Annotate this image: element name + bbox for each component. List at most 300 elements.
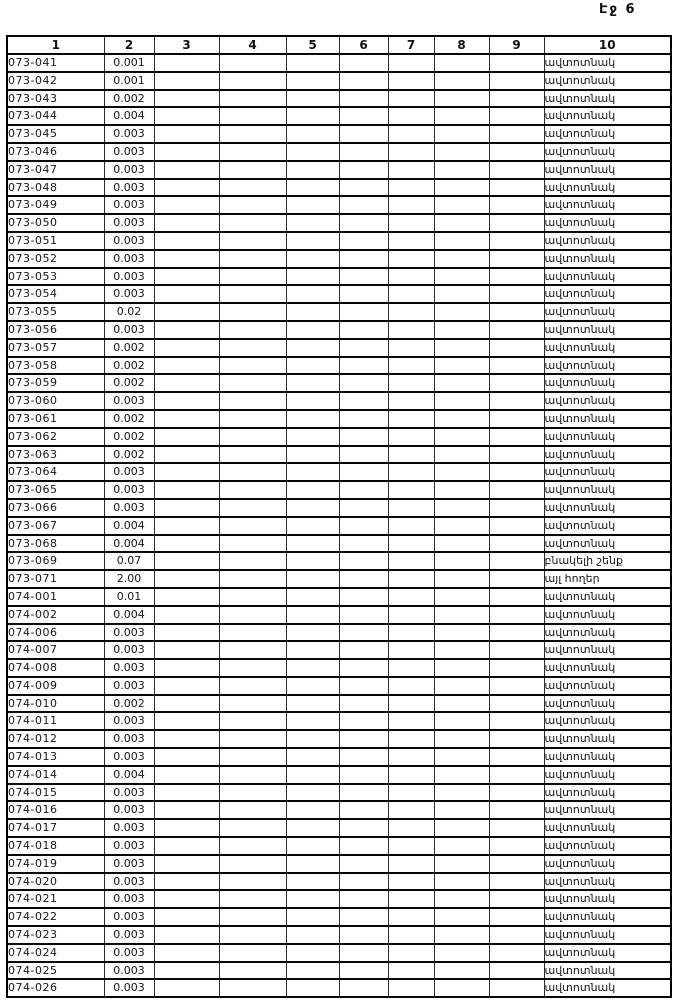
cell-area-value: 0.003	[104, 321, 154, 339]
cell-empty	[339, 641, 388, 659]
cell-parcel-code: 074-015	[7, 784, 104, 802]
cell-land-use: բնակելի շենք	[544, 552, 671, 570]
cell-land-use: ավտոտնակ	[544, 196, 671, 214]
cell-land-use: ավտոտնակ	[544, 303, 671, 321]
cell-area-value: 0.003	[104, 659, 154, 677]
table-row	[7, 54, 671, 72]
cell-land-use: ավտոտնակ	[544, 463, 671, 481]
cell-parcel-code: 073-067	[7, 517, 104, 535]
cell-empty	[286, 410, 339, 428]
cell-area-value: 0.02	[104, 303, 154, 321]
cell-empty	[154, 303, 219, 321]
table-row	[7, 552, 671, 570]
cell-empty	[434, 428, 489, 446]
cell-parcel-code: 074-010	[7, 695, 104, 713]
cell-empty	[388, 695, 434, 713]
cell-empty	[339, 285, 388, 303]
cell-land-use: ավտոտնակ	[544, 712, 671, 730]
cell-empty	[388, 517, 434, 535]
cell-empty	[339, 143, 388, 161]
cell-empty	[489, 801, 544, 819]
cell-empty	[219, 143, 286, 161]
cell-empty	[219, 748, 286, 766]
cell-land-use: ավտոտնակ	[544, 374, 671, 392]
cell-empty	[219, 410, 286, 428]
table-row	[7, 677, 671, 695]
cell-empty	[286, 357, 339, 375]
cell-empty	[154, 54, 219, 72]
cell-empty	[154, 72, 219, 90]
cell-empty	[489, 748, 544, 766]
table-row	[7, 908, 671, 926]
cell-empty	[388, 446, 434, 464]
cell-empty	[339, 161, 388, 179]
cell-empty	[339, 908, 388, 926]
cell-empty	[154, 624, 219, 642]
cell-area-value: 0.004	[104, 606, 154, 624]
table-row	[7, 285, 671, 303]
table-row	[7, 766, 671, 784]
cell-land-use: ավտոտնակ	[544, 695, 671, 713]
cell-empty	[339, 962, 388, 980]
cell-empty	[434, 143, 489, 161]
cell-empty	[489, 125, 544, 143]
cell-land-use: ավտոտնակ	[544, 125, 671, 143]
cell-area-value: 0.002	[104, 428, 154, 446]
cell-empty	[219, 730, 286, 748]
cell-land-use: ավտոտնակ	[544, 908, 671, 926]
cell-empty	[339, 107, 388, 125]
cell-empty	[219, 54, 286, 72]
cell-empty	[489, 143, 544, 161]
cell-empty	[489, 588, 544, 606]
cell-empty	[339, 499, 388, 517]
cell-empty	[154, 944, 219, 962]
cell-parcel-code: 074-001	[7, 588, 104, 606]
cell-empty	[154, 214, 219, 232]
cell-empty	[434, 374, 489, 392]
cell-empty	[388, 214, 434, 232]
cell-land-use: ավտոտնակ	[544, 357, 671, 375]
cell-empty	[339, 855, 388, 873]
cell-land-use: ավտոտնակ	[544, 392, 671, 410]
cell-empty	[154, 695, 219, 713]
cell-empty	[154, 161, 219, 179]
table-row	[7, 196, 671, 214]
cell-empty	[388, 606, 434, 624]
cell-land-use: ավտոտնակ	[544, 54, 671, 72]
cell-parcel-code: 074-008	[7, 659, 104, 677]
cell-empty	[434, 659, 489, 677]
cell-empty	[219, 321, 286, 339]
table-row	[7, 392, 671, 410]
cell-empty	[286, 979, 339, 997]
cell-empty	[154, 908, 219, 926]
cell-empty	[339, 428, 388, 446]
cell-land-use: ավտոտնակ	[544, 659, 671, 677]
cell-empty	[434, 214, 489, 232]
cell-empty	[219, 481, 286, 499]
cell-empty	[388, 143, 434, 161]
cell-empty	[388, 624, 434, 642]
cell-empty	[388, 196, 434, 214]
cell-empty	[434, 873, 489, 891]
cell-empty	[286, 606, 339, 624]
cell-empty	[434, 179, 489, 197]
table-row	[7, 535, 671, 553]
cell-area-value: 0.001	[104, 72, 154, 90]
cell-empty	[339, 552, 388, 570]
cell-empty	[339, 748, 388, 766]
cell-land-use: ավտոտնակ	[544, 748, 671, 766]
cell-empty	[219, 677, 286, 695]
cell-empty	[154, 873, 219, 891]
cell-empty	[388, 659, 434, 677]
cell-empty	[219, 873, 286, 891]
cell-area-value: 0.003	[104, 624, 154, 642]
cell-parcel-code: 073-043	[7, 90, 104, 108]
cell-parcel-code: 074-013	[7, 748, 104, 766]
cell-empty	[219, 517, 286, 535]
cell-area-value: 0.004	[104, 766, 154, 784]
cell-area-value: 0.003	[104, 801, 154, 819]
cell-empty	[219, 695, 286, 713]
cell-area-value: 0.002	[104, 339, 154, 357]
table-header-row	[7, 36, 671, 54]
table-row	[7, 784, 671, 802]
cell-empty	[339, 463, 388, 481]
cell-empty	[219, 819, 286, 837]
cell-empty	[388, 374, 434, 392]
cell-land-use: ավտոտնակ	[544, 784, 671, 802]
cell-empty	[434, 268, 489, 286]
cell-empty	[286, 570, 339, 588]
cell-empty	[154, 748, 219, 766]
cell-empty	[219, 784, 286, 802]
table-row	[7, 250, 671, 268]
column-header: 8	[434, 36, 489, 54]
cell-area-value: 0.003	[104, 268, 154, 286]
cell-parcel-code: 073-061	[7, 410, 104, 428]
cell-empty	[286, 285, 339, 303]
cell-empty	[219, 161, 286, 179]
cell-empty	[388, 107, 434, 125]
table-row	[7, 72, 671, 90]
cell-empty	[388, 801, 434, 819]
cell-area-value: 0.003	[104, 730, 154, 748]
cell-land-use: ավտոտնակ	[544, 339, 671, 357]
cell-empty	[489, 570, 544, 588]
cell-empty	[286, 428, 339, 446]
cell-parcel-code: 073-065	[7, 481, 104, 499]
cell-empty	[154, 962, 219, 980]
cell-empty	[434, 588, 489, 606]
cell-empty	[154, 766, 219, 784]
cell-empty	[434, 250, 489, 268]
cell-empty	[434, 944, 489, 962]
cell-empty	[388, 481, 434, 499]
cell-land-use: ավտոտնակ	[544, 143, 671, 161]
cell-empty	[388, 837, 434, 855]
cell-empty	[489, 232, 544, 250]
cell-empty	[154, 659, 219, 677]
cell-parcel-code: 074-026	[7, 979, 104, 997]
cell-empty	[286, 784, 339, 802]
cell-empty	[219, 72, 286, 90]
cell-empty	[388, 428, 434, 446]
cell-land-use: ավտոտնակ	[544, 214, 671, 232]
cell-empty	[489, 446, 544, 464]
cell-area-value: 0.003	[104, 285, 154, 303]
cell-empty	[339, 873, 388, 891]
cell-empty	[219, 90, 286, 108]
cell-area-value: 0.07	[104, 552, 154, 570]
cell-empty	[219, 303, 286, 321]
cell-empty	[434, 695, 489, 713]
cell-empty	[489, 374, 544, 392]
cell-empty	[219, 837, 286, 855]
cell-empty	[489, 428, 544, 446]
cell-empty	[388, 303, 434, 321]
cell-empty	[388, 72, 434, 90]
cell-parcel-code: 074-006	[7, 624, 104, 642]
cell-land-use: ավտոտնակ	[544, 285, 671, 303]
cell-empty	[388, 250, 434, 268]
cell-land-use: ավտոտնակ	[544, 107, 671, 125]
table-row	[7, 143, 671, 161]
table-row	[7, 107, 671, 125]
cell-empty	[286, 855, 339, 873]
cell-empty	[219, 463, 286, 481]
cell-empty	[434, 232, 489, 250]
cell-empty	[154, 819, 219, 837]
cell-empty	[219, 250, 286, 268]
cell-empty	[388, 962, 434, 980]
cell-parcel-code: 073-071	[7, 570, 104, 588]
cell-empty	[219, 588, 286, 606]
cell-land-use: ավտոտնակ	[544, 766, 671, 784]
cell-empty	[219, 499, 286, 517]
table-row	[7, 979, 671, 997]
table-row	[7, 588, 671, 606]
cell-empty	[286, 712, 339, 730]
cell-land-use: ավտոտնակ	[544, 250, 671, 268]
cell-empty	[388, 179, 434, 197]
table-row	[7, 232, 671, 250]
table-row	[7, 890, 671, 908]
cell-empty	[434, 196, 489, 214]
column-header: 3	[154, 36, 219, 54]
cell-empty	[489, 677, 544, 695]
cell-empty	[286, 232, 339, 250]
cell-empty	[434, 962, 489, 980]
cell-area-value: 0.003	[104, 196, 154, 214]
cell-empty	[286, 339, 339, 357]
cell-empty	[489, 784, 544, 802]
cell-empty	[339, 819, 388, 837]
cell-empty	[388, 392, 434, 410]
cell-land-use: ավտոտնակ	[544, 606, 671, 624]
table-row	[7, 730, 671, 748]
cell-empty	[434, 72, 489, 90]
cell-empty	[219, 766, 286, 784]
cell-area-value: 0.003	[104, 837, 154, 855]
cell-parcel-code: 073-059	[7, 374, 104, 392]
table-row	[7, 374, 671, 392]
cell-area-value: 0.002	[104, 695, 154, 713]
cell-area-value: 0.003	[104, 641, 154, 659]
cell-parcel-code: 073-055	[7, 303, 104, 321]
cell-area-value: 0.002	[104, 90, 154, 108]
cell-empty	[434, 641, 489, 659]
cell-empty	[154, 535, 219, 553]
cell-empty	[489, 624, 544, 642]
cell-land-use: ավտոտնակ	[544, 979, 671, 997]
cell-empty	[286, 801, 339, 819]
table-row	[7, 855, 671, 873]
cell-empty	[434, 321, 489, 339]
cell-empty	[489, 268, 544, 286]
cell-empty	[489, 552, 544, 570]
cell-parcel-code: 073-064	[7, 463, 104, 481]
table-row	[7, 268, 671, 286]
cell-empty	[219, 890, 286, 908]
column-header: 9	[489, 36, 544, 54]
land-parcel-table	[6, 35, 672, 998]
cell-land-use: ավտոտնակ	[544, 535, 671, 553]
cell-empty	[434, 624, 489, 642]
cell-empty	[434, 766, 489, 784]
cell-land-use: ավտոտնակ	[544, 944, 671, 962]
cell-area-value: 0.003	[104, 908, 154, 926]
cell-empty	[489, 766, 544, 784]
cell-parcel-code: 073-054	[7, 285, 104, 303]
cell-empty	[434, 570, 489, 588]
cell-area-value: 0.003	[104, 873, 154, 891]
cell-empty	[154, 357, 219, 375]
cell-empty	[219, 179, 286, 197]
cell-empty	[154, 446, 219, 464]
page-number-label: Էջ 6	[599, 2, 637, 17]
cell-empty	[154, 801, 219, 819]
cell-area-value: 0.002	[104, 374, 154, 392]
cell-empty	[489, 873, 544, 891]
cell-empty	[489, 339, 544, 357]
cell-empty	[388, 677, 434, 695]
cell-parcel-code: 074-009	[7, 677, 104, 695]
table-row	[7, 499, 671, 517]
cell-empty	[154, 90, 219, 108]
cell-empty	[286, 837, 339, 855]
column-header: 5	[286, 36, 339, 54]
cell-empty	[388, 944, 434, 962]
cell-land-use: ավտոտնակ	[544, 446, 671, 464]
cell-empty	[489, 962, 544, 980]
cell-area-value: 0.003	[104, 926, 154, 944]
cell-land-use: ավտոտնակ	[544, 72, 671, 90]
cell-empty	[339, 588, 388, 606]
cell-empty	[219, 392, 286, 410]
cell-empty	[434, 107, 489, 125]
cell-empty	[154, 606, 219, 624]
cell-land-use: ավտոտնակ	[544, 926, 671, 944]
cell-empty	[434, 784, 489, 802]
cell-empty	[489, 890, 544, 908]
cell-empty	[154, 499, 219, 517]
cell-empty	[286, 641, 339, 659]
cell-empty	[339, 54, 388, 72]
cell-land-use: ավտոտնակ	[544, 179, 671, 197]
cell-parcel-code: 074-021	[7, 890, 104, 908]
cell-empty	[388, 784, 434, 802]
cell-empty	[434, 677, 489, 695]
cell-empty	[388, 90, 434, 108]
column-header: 4	[219, 36, 286, 54]
table-row	[7, 570, 671, 588]
cell-empty	[434, 908, 489, 926]
cell-area-value: 0.003	[104, 463, 154, 481]
cell-parcel-code: 073-046	[7, 143, 104, 161]
table-row	[7, 641, 671, 659]
cell-empty	[489, 357, 544, 375]
cell-empty	[434, 357, 489, 375]
cell-empty	[219, 979, 286, 997]
cell-empty	[388, 339, 434, 357]
cell-empty	[339, 766, 388, 784]
table-row	[7, 819, 671, 837]
cell-empty	[286, 54, 339, 72]
cell-land-use: այլ հողեր	[544, 570, 671, 588]
cell-parcel-code: 074-020	[7, 873, 104, 891]
cell-empty	[434, 712, 489, 730]
table-row	[7, 659, 671, 677]
cell-land-use: ավտոտնակ	[544, 428, 671, 446]
table-row	[7, 428, 671, 446]
cell-land-use: ավտոտնակ	[544, 855, 671, 873]
cell-empty	[434, 125, 489, 143]
cell-empty	[388, 712, 434, 730]
cell-area-value: 2.00	[104, 570, 154, 588]
cell-empty	[286, 962, 339, 980]
cell-area-value: 0.003	[104, 890, 154, 908]
cell-empty	[434, 410, 489, 428]
cell-empty	[489, 712, 544, 730]
cell-empty	[489, 926, 544, 944]
cell-parcel-code: 073-045	[7, 125, 104, 143]
cell-empty	[388, 54, 434, 72]
cell-empty	[286, 303, 339, 321]
cell-empty	[339, 339, 388, 357]
cell-land-use: ավտոտնակ	[544, 641, 671, 659]
cell-empty	[489, 463, 544, 481]
cell-empty	[339, 606, 388, 624]
cell-empty	[388, 463, 434, 481]
cell-empty	[219, 712, 286, 730]
cell-empty	[154, 730, 219, 748]
cell-empty	[154, 712, 219, 730]
cell-empty	[154, 339, 219, 357]
cell-area-value: 0.002	[104, 410, 154, 428]
table-row	[7, 463, 671, 481]
cell-empty	[434, 926, 489, 944]
cell-empty	[434, 90, 489, 108]
cell-empty	[219, 339, 286, 357]
cell-area-value: 0.004	[104, 535, 154, 553]
cell-empty	[339, 712, 388, 730]
table-row	[7, 837, 671, 855]
cell-empty	[339, 659, 388, 677]
cell-land-use: ավտոտնակ	[544, 268, 671, 286]
